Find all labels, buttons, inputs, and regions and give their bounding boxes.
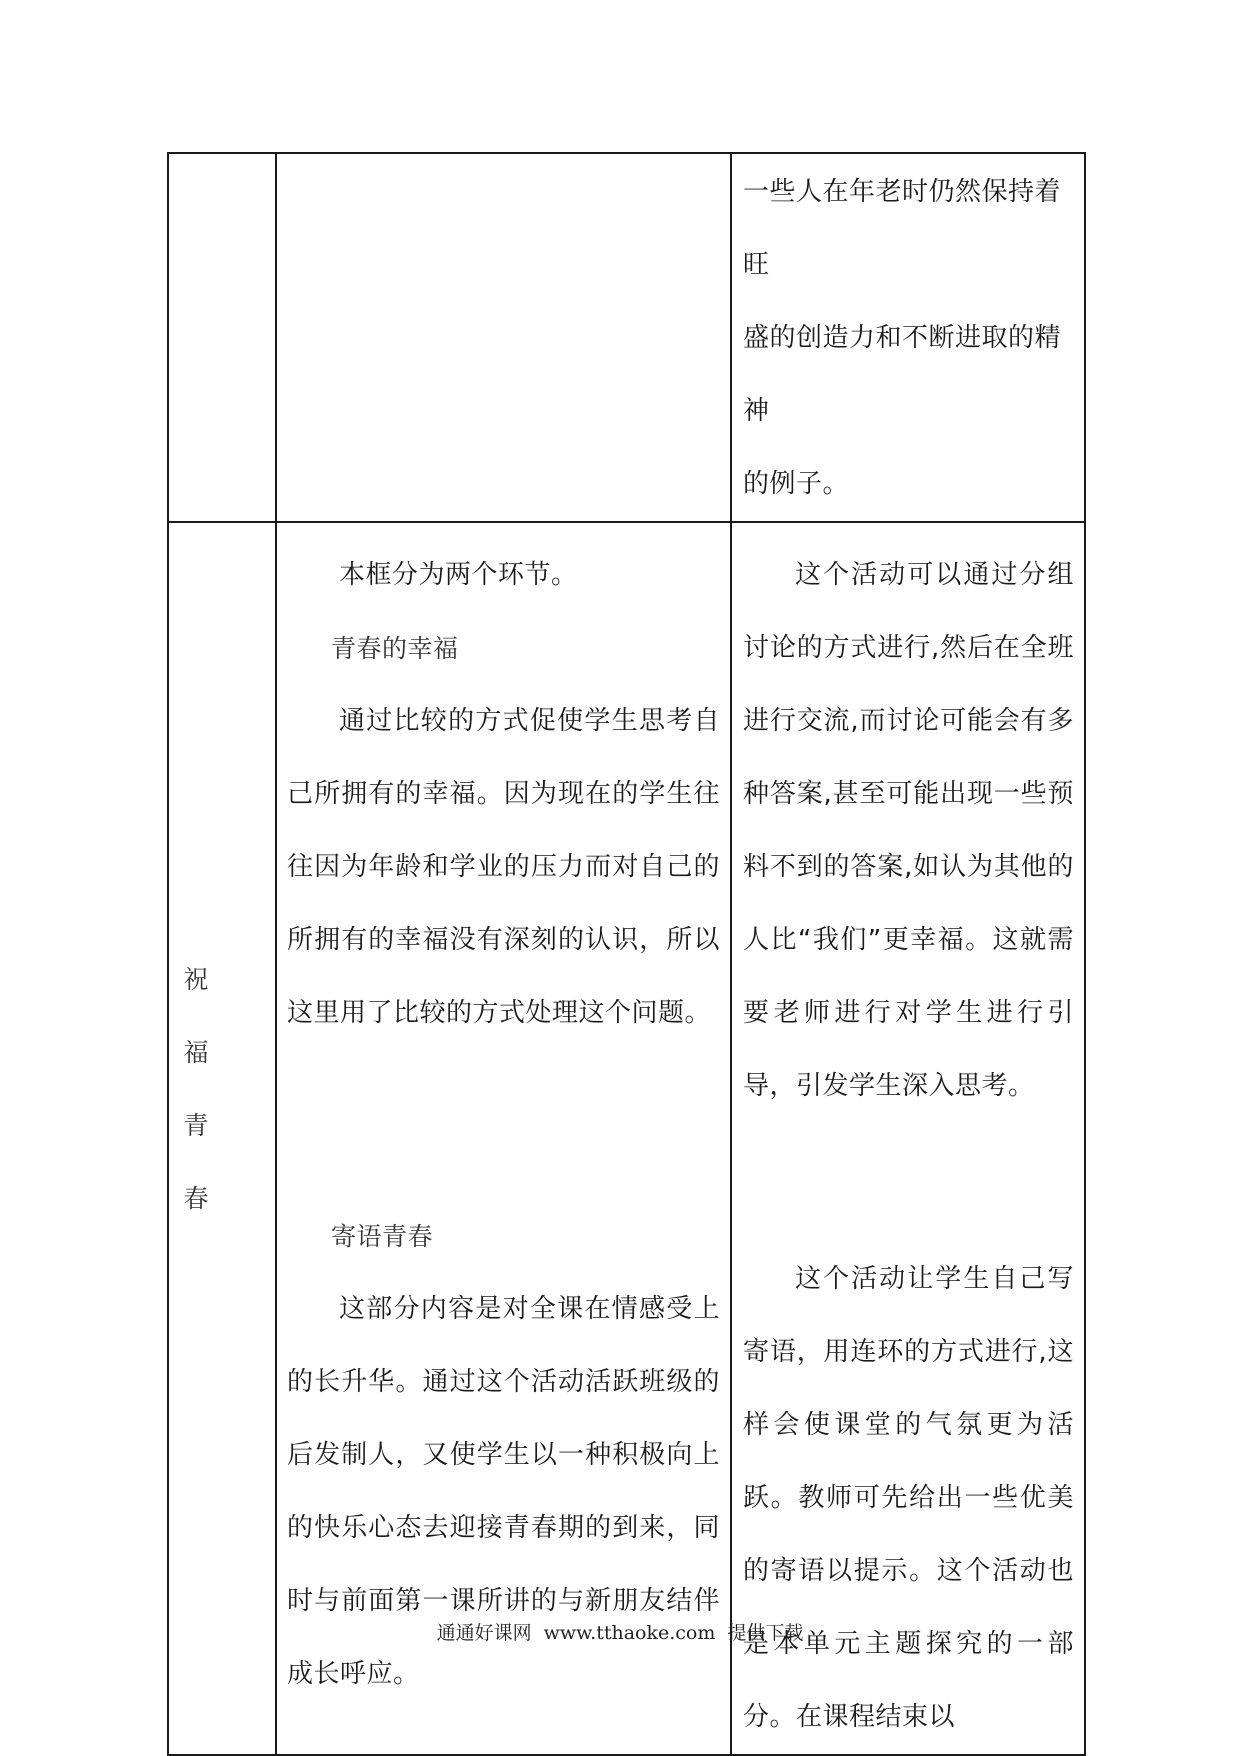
- section-cell-empty: [168, 153, 276, 522]
- section-title-char: 春: [183, 1184, 209, 1213]
- paragraph-youth-message: 这部分内容是对全课在情感受上的长升华。通过这个活动活跃班级的后发制人，又使学生以一种积极向上的快乐心态去迎接青春期的到来，同时与前面第一课所讲的与新朋友结伴成长呼应。: [287, 1294, 720, 1689]
- page-footer: 通通好课网 www.tthaoke.com 提供下载: [436, 1622, 804, 1644]
- section-title-cell: [168, 522, 276, 1755]
- content-cell-empty: [276, 153, 731, 522]
- note-paragraph-message-activity: 这个活动让学生自己写寄语，用连环的方式进行,这样会使课堂的气氛更为活跃。教师可先给出一些优美的寄语以提示。这个活动也是本单元主题探究的一部分。在课程结束以: [743, 1264, 1074, 1732]
- section-title-char: 福: [183, 1038, 209, 1067]
- subheading-youth-happiness: 青春的幸福: [331, 634, 459, 663]
- section-title-char: 祝: [183, 965, 209, 994]
- content-cell: [276, 522, 731, 1755]
- note-cell: [731, 153, 1085, 522]
- note-cell: [731, 522, 1085, 1755]
- note-line: 一些人在年老时仍然保持着旺: [743, 177, 1062, 280]
- note-line: 盛的创造力和不断进取的精神: [743, 323, 1062, 426]
- subheading-youth-message: 寄语青春: [331, 1222, 434, 1251]
- note-paragraph-discussion: 这个活动可以通过分组讨论的方式进行,然后在全班进行交流,而讨论可能会有多种答案,甚至可能出现一些预料不到的答案,如认为其他的人比“我们”更幸福。这就需要老师进行对学生进行引导，引发学生深入思考。: [743, 560, 1074, 1101]
- table-row: [168, 153, 1085, 522]
- section-title-char: 青: [183, 1111, 209, 1140]
- intro-paragraph: 本框分为两个环节。: [339, 560, 578, 590]
- note-line: 的例子。: [743, 469, 850, 499]
- lesson-plan-table: [167, 152, 1086, 1756]
- table-row: [168, 522, 1085, 1755]
- note-lines: [732, 154, 1084, 521]
- paragraph-youth-happiness: 通过比较的方式促使学生思考自己所拥有的幸福。因为现在的学生往往因为年龄和学业的压力而对自己的所拥有的幸福没有深刻的认识，所以这里用了比较的方式处理这个问题。: [287, 706, 720, 1028]
